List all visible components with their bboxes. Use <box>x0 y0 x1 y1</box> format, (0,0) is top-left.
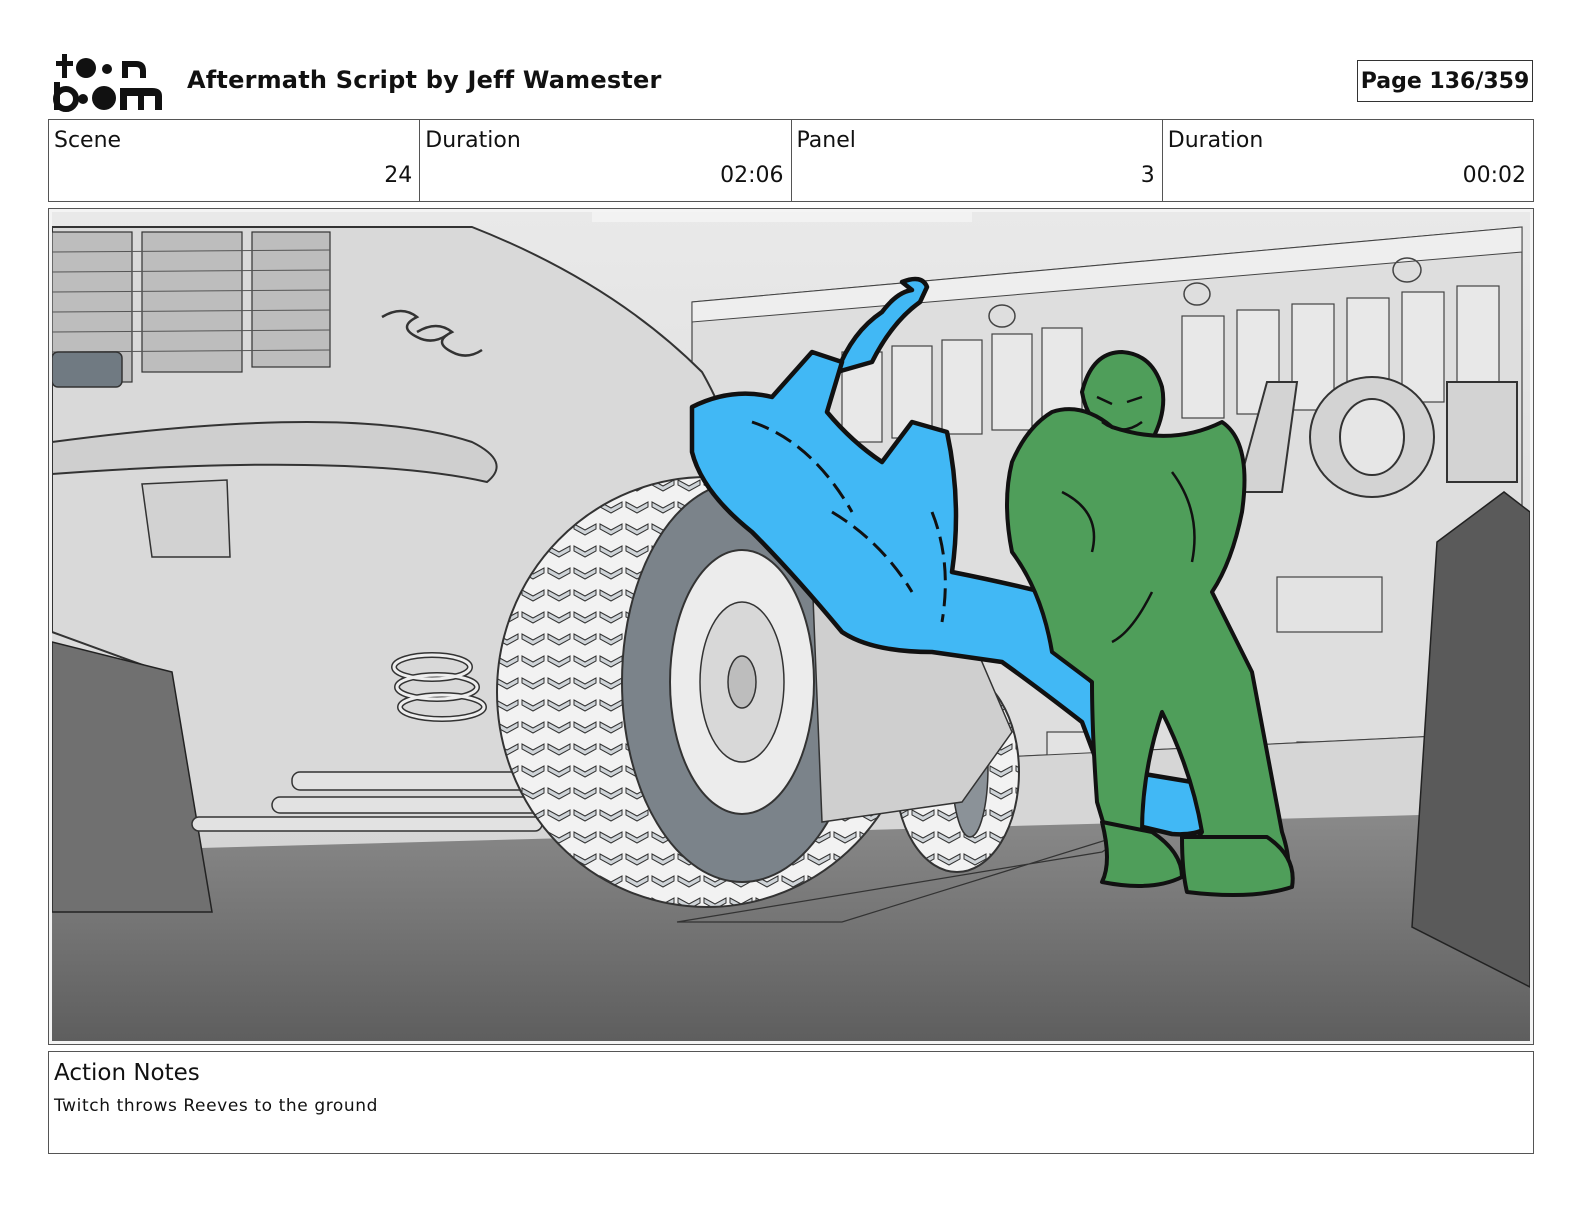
panel-value: 3 <box>1140 163 1155 188</box>
document-title: Aftermath Script by Jeff Wamester <box>187 66 662 94</box>
action-notes-text: Twitch throws Reeves to the ground <box>54 1096 379 1116</box>
scene-duration-value: 02:06 <box>720 163 784 188</box>
page-number: Page 136/359 <box>1357 60 1533 102</box>
panel-duration-cell <box>1163 120 1533 201</box>
scene-duration-cell <box>420 120 791 201</box>
scene-value: 24 <box>384 163 413 188</box>
panel-duration-value: 00:02 <box>1462 163 1526 188</box>
toon-boom-logo <box>52 52 164 112</box>
scene-info-row <box>48 119 1534 202</box>
panel-cell <box>792 120 1163 201</box>
scene-duration-label: Duration <box>425 128 521 153</box>
storyboard-panel <box>48 208 1534 1045</box>
scene-cell <box>49 120 420 201</box>
action-notes <box>48 1051 1534 1154</box>
action-notes-title: Action Notes <box>54 1060 200 1086</box>
panel-artwork <box>52 212 1530 1041</box>
panel-duration-label: Duration <box>1167 128 1264 153</box>
scene-label: Scene <box>54 128 122 153</box>
panel-label: Panel <box>796 128 856 153</box>
